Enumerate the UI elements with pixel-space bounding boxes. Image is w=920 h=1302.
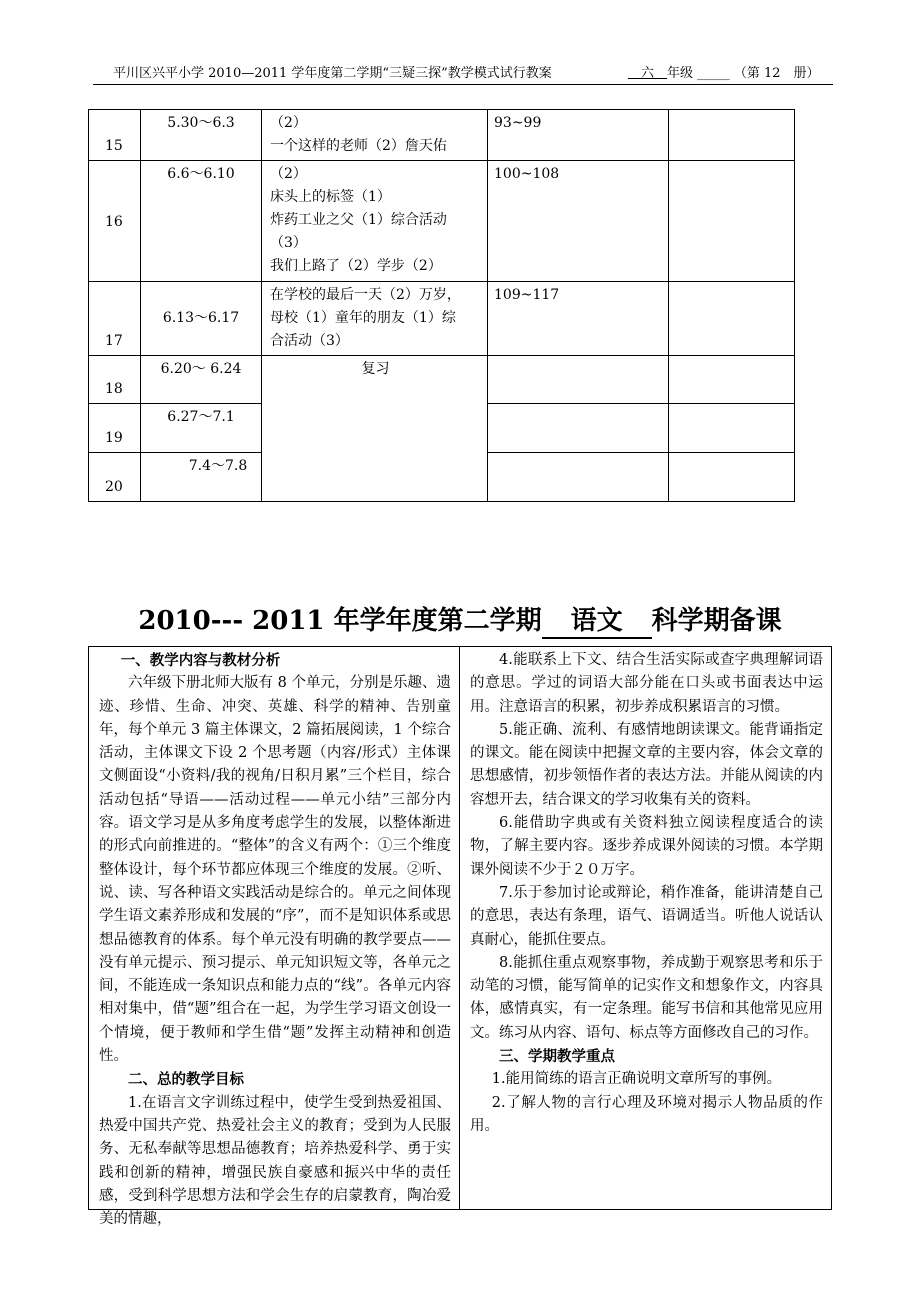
- header-volume: （第 12 册）: [733, 66, 820, 81]
- lesson-line: 合活动（3）: [270, 333, 349, 349]
- week-date: 5.30～6.3: [141, 110, 262, 161]
- title-prefix: 2010--- 2011 年学年度第二学期: [138, 606, 542, 636]
- week-date: 6.20～ 6.24: [141, 356, 262, 404]
- paragraph: 7.乐于参加讨论或辩论，稍作准备，能讲清楚自己的意思，表达有条理，语气、语调适当。听他人说话认真耐心，能抓住要点。: [470, 884, 823, 948]
- page-header: [93, 62, 833, 85]
- paragraph: 六年级下册北师大版有 8 个单元，分别是乐趣、遗迹、珍惜、生命、冲突、英雄、科学的精神、告别童年，每个单元 3 篇主体课文，2 篇拓展阅读，1 个综合活动，主体课文下设 2 个思考题（内容/形式）主体课文侧面设“小资料/我的视角/日积月累”三个栏目，综合活动包括“导语——活动过程——单元小结”三部分内容。语文学习是从多角度考虑学生的发展，以整体渐进的形式向前推进的。“整体”的含义有两个：①三个维度整体设计，每个环节都应体现三个维度的发展。②听、说、读、写各种语文实践活动是综合的。单元之间体现学生语文素养形成和发展的“序”，而不是知识体系或思想品德教育的体系。每个单元没有明确的教学要点——没有单元提示、预习提示、单元知识短文等，各单元之间，不能连成一条知识点和能力点的“线”。各单元内容相对集中，借“题”组合在一起，为学生学习语文创设一个情境，便于教师和学生借“题”发挥主动精神和创造性。: [99, 675, 451, 1065]
- table-row: [89, 282, 795, 356]
- week-number: 15: [89, 110, 141, 161]
- paragraph: 5.能正确、流利、有感情地朗读课文。能背诵指定的课文。能在阅读中把握文章的主要内容，体会文章的思想感情，初步领悟作者的表达方法。并能从阅读的内容想开去，结合课文的学习收集有关的资料。: [470, 721, 823, 808]
- week-number: 18: [89, 356, 141, 404]
- note-cell: [669, 453, 795, 502]
- week-number: 17: [89, 282, 141, 356]
- lesson-line: （2）: [270, 166, 307, 182]
- paragraph: 1.在语言文字训练过程中，使学生受到热爱祖国、热爱中国共产党、热爱社会主义的教育；受到为人民服务、无私奉献等思想品德教育；培养热爱科学、勇于实践和创新的精神，增强民族自豪感和振兴中华的责任感，受到科学思想方法和学会生存的启蒙教育，陶冶爱美的情趣，: [99, 1094, 451, 1228]
- paragraph: 6.能借助字典或有关资料独立阅读程度适合的读物，了解主要内容。逐步养成课外阅读的习惯。本学期课外阅读不少于２０万字。: [470, 815, 823, 878]
- lesson-line: 在学校的最后一天（2）万岁，: [270, 287, 461, 303]
- table-row: [89, 356, 795, 404]
- week-number: 16: [89, 161, 141, 282]
- table-row: [89, 110, 795, 161]
- lesson-content: [262, 161, 488, 282]
- key-point: 2.了解人物的言行心理及环境对揭示人物品质的作用。: [470, 1094, 823, 1134]
- note-cell: [669, 404, 795, 453]
- page-range: 93~99: [488, 110, 669, 161]
- review-cell: [262, 356, 488, 502]
- week-date: 7.4～7.8: [141, 453, 262, 502]
- lesson-line: 炸药工业之父（1）综合活动: [270, 212, 447, 228]
- lesson-line: 我们上路了（2）学步（2）: [270, 258, 442, 274]
- section-heading: 三、学期教学重点: [499, 1048, 615, 1066]
- note-cell: [669, 282, 795, 356]
- page-range: [488, 404, 669, 453]
- week-number: 20: [89, 453, 141, 502]
- lesson-content: [262, 282, 488, 356]
- page-range: [488, 356, 669, 404]
- lesson-line: （3）: [270, 235, 307, 251]
- note-cell: [669, 356, 795, 404]
- title-suffix: 科学期备课: [651, 606, 782, 636]
- week-date: 6.6～6.10: [141, 161, 262, 282]
- note-cell: [669, 110, 795, 161]
- semester-plan-title: [0, 600, 920, 639]
- paragraph: 8.能抓住重点观察事物，养成勤于观察思考和乐于动笔的习惯，能写简单的记实作文和想象作文，内容具体，感情真实，有一定条理。能写书信和其他常见应用文。练习从内容、语句、标点等方面修改自己的习作。: [470, 954, 823, 1041]
- title-subject: 语文: [542, 600, 652, 639]
- header-grade-label: 年级: [667, 66, 694, 81]
- semester-plan-box: [88, 646, 832, 1228]
- header-blank: _____: [697, 66, 730, 81]
- week-date: 6.13～6.17: [141, 282, 262, 356]
- section-heading: 一、教学内容与教材分析: [120, 652, 281, 669]
- page-range: [488, 453, 669, 502]
- lesson-line: 复习: [361, 361, 390, 377]
- plan-right-column: [460, 647, 831, 1209]
- plan-left-column: [89, 647, 460, 1228]
- lesson-content: [262, 110, 488, 161]
- week-date: 6.27～7.1: [141, 404, 262, 453]
- lesson-line: 母校（1）童年的朋友（1）综: [270, 310, 456, 326]
- lesson-line: 一个这样的老师（2）詹天佑: [270, 138, 447, 154]
- week-number: 19: [89, 404, 141, 453]
- lesson-line: 床头上的标签（1）: [270, 189, 391, 205]
- table-row: [89, 161, 795, 282]
- header-grade: 六: [641, 66, 655, 81]
- note-cell: [669, 161, 795, 282]
- header-school-title: 平川区兴平小学 2010—2011 学年度第二学期“三疑三探”教学模式试行教案: [113, 66, 552, 81]
- page-range: 109~117: [488, 282, 669, 356]
- paragraph: 4.能联系上下文、结合生活实际或查字典理解词语的意思。学过的词语大部分能在口头或书面表达中运用。注意语言的积累，初步养成积累语言的习惯。: [470, 652, 823, 715]
- header-grade-info: [628, 64, 820, 84]
- schedule-table: [88, 109, 795, 502]
- lesson-line: （2）: [270, 115, 307, 131]
- section-heading: 二、总的教学目标: [128, 1071, 244, 1089]
- key-point: 1.能用简练的语言正确说明文章所写的事例。: [491, 1071, 782, 1088]
- page-range: 100~108: [488, 161, 669, 282]
